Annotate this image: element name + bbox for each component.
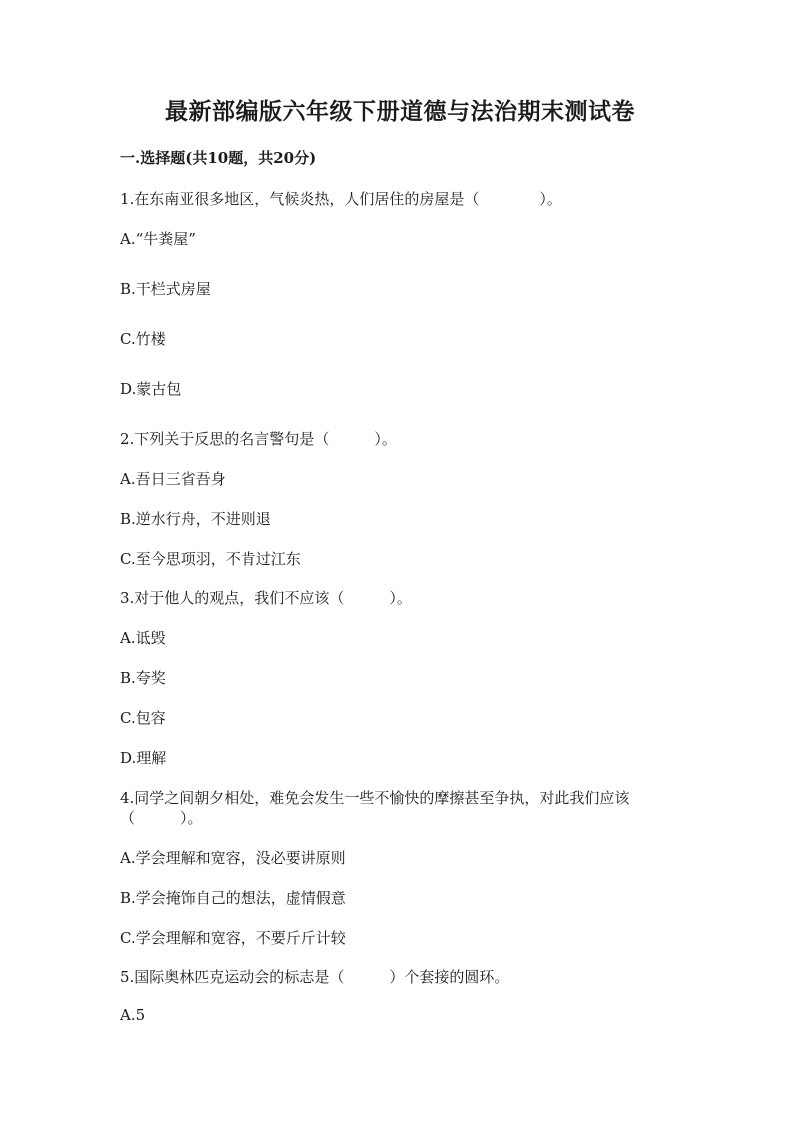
question-1-option-b: B.干栏式房屋 bbox=[120, 280, 211, 298]
question-3-option-c: C.包容 bbox=[120, 709, 166, 727]
question-2-option-c: C.至今思项羽，不肯过江东 bbox=[120, 550, 301, 568]
section-heading: 一.选择题(共10题，共20分) bbox=[120, 149, 317, 167]
question-3-option-d: D.理解 bbox=[120, 749, 167, 767]
question-1-option-a: A.“牛粪屋” bbox=[120, 230, 196, 248]
question-4-option-c: C.学会理解和宽容，不要斤斤计较 bbox=[120, 929, 346, 947]
question-4-option-a: A.学会理解和宽容，没必要讲原则 bbox=[120, 849, 346, 867]
question-2-option-a: A.吾日三省吾身 bbox=[120, 470, 226, 488]
question-2-stem: 2.下列关于反思的名言警句是（ ）。 bbox=[120, 430, 397, 448]
question-5-stem: 5.国际奥林匹克运动会的标志是（ ）个套接的圆环。 bbox=[120, 968, 510, 986]
question-4-stem: 4.同学之间朝夕相处，难免会发生一些不愉快的摩擦甚至争执，对此我们应该 bbox=[120, 789, 630, 807]
question-4-option-b: B.学会掩饰自己的想法，虚情假意 bbox=[120, 889, 346, 907]
question-5-option-a: A.5 bbox=[120, 1006, 146, 1024]
question-3-stem: 3.对于他人的观点，我们不应该（ ）。 bbox=[120, 589, 412, 607]
question-2-option-b: B.逆水行舟，不进则退 bbox=[120, 510, 271, 528]
question-1-option-c: C.竹楼 bbox=[120, 330, 166, 348]
question-3-option-a: A.诋毁 bbox=[120, 629, 166, 647]
question-1-option-d: D.蒙古包 bbox=[120, 380, 182, 398]
question-4-stem-continued: （ ）。 bbox=[120, 809, 203, 827]
exam-title: 最新部编版六年级下册道德与法治期末测试卷 bbox=[165, 98, 635, 125]
question-3-option-b: B.夸奖 bbox=[120, 669, 166, 687]
question-1-stem: 1.在东南亚很多地区，气候炎热，人们居住的房屋是（ ）。 bbox=[120, 190, 562, 208]
